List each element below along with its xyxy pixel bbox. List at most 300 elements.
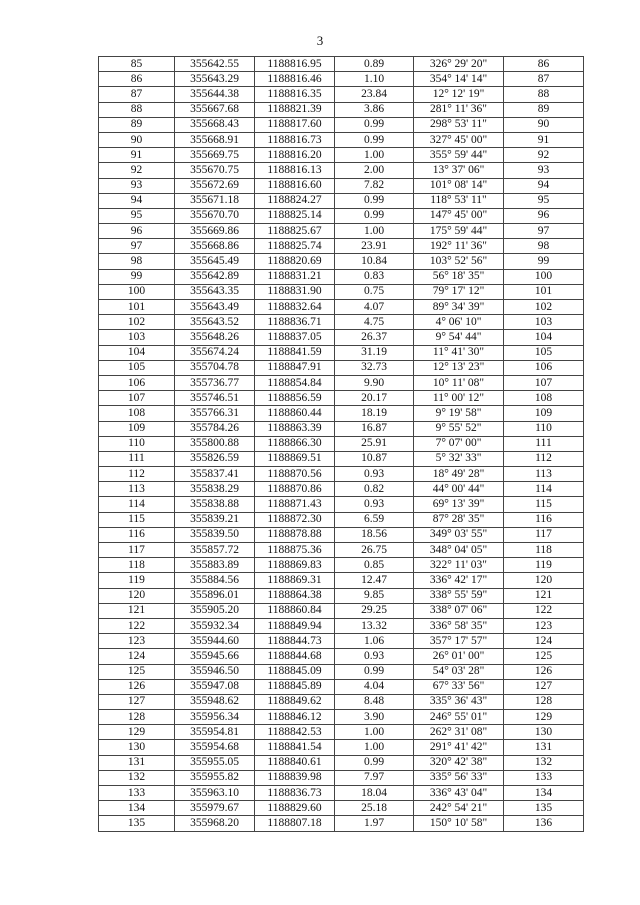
next-point-cell: 130 <box>504 725 584 740</box>
bearing-cell: 246° 55' 01" <box>414 710 504 725</box>
next-point-cell: 113 <box>504 467 584 482</box>
y-coordinate-cell: 1188836.71 <box>255 315 335 330</box>
distance-cell: 4.04 <box>335 679 414 694</box>
y-coordinate-cell: 1188860.44 <box>255 406 335 421</box>
distance-cell: 0.99 <box>335 132 414 147</box>
distance-cell: 0.99 <box>335 193 414 208</box>
next-point-cell: 116 <box>504 512 584 527</box>
point-number-cell: 117 <box>99 543 175 558</box>
bearing-cell: 103° 52' 56" <box>414 254 504 269</box>
table-row <box>99 72 584 87</box>
table-row <box>99 801 584 816</box>
distance-cell: 0.89 <box>335 57 414 72</box>
y-coordinate-cell: 1188840.61 <box>255 755 335 770</box>
next-point-cell: 89 <box>504 102 584 117</box>
bearing-cell: 320° 42' 38" <box>414 755 504 770</box>
bearing-cell: 44° 00' 44" <box>414 482 504 497</box>
bearing-cell: 9° 54' 44" <box>414 330 504 345</box>
point-number-cell: 105 <box>99 360 175 375</box>
bearing-cell: 291° 41' 42" <box>414 740 504 755</box>
x-coordinate-cell: 355672.69 <box>175 178 255 193</box>
table-row <box>99 132 584 147</box>
distance-cell: 3.90 <box>335 710 414 725</box>
x-coordinate-cell: 355947.08 <box>175 679 255 694</box>
next-point-cell: 109 <box>504 406 584 421</box>
next-point-cell: 122 <box>504 603 584 618</box>
bearing-cell: 9° 55' 52" <box>414 421 504 436</box>
x-coordinate-cell: 355644.38 <box>175 87 255 102</box>
distance-cell: 0.99 <box>335 117 414 132</box>
x-coordinate-cell: 355838.29 <box>175 482 255 497</box>
point-number-cell: 96 <box>99 224 175 239</box>
table-row <box>99 664 584 679</box>
y-coordinate-cell: 1188825.74 <box>255 239 335 254</box>
table-row <box>99 87 584 102</box>
next-point-cell: 90 <box>504 117 584 132</box>
table-row <box>99 786 584 801</box>
y-coordinate-cell: 1188845.89 <box>255 679 335 694</box>
x-coordinate-cell: 355669.75 <box>175 148 255 163</box>
bearing-cell: 10° 11' 08" <box>414 375 504 390</box>
next-point-cell: 119 <box>504 558 584 573</box>
table-row <box>99 193 584 208</box>
y-coordinate-cell: 1188849.62 <box>255 694 335 709</box>
distance-cell: 23.91 <box>335 239 414 254</box>
y-coordinate-cell: 1188837.05 <box>255 330 335 345</box>
point-number-cell: 135 <box>99 816 175 831</box>
point-number-cell: 101 <box>99 300 175 315</box>
table-row <box>99 679 584 694</box>
bearing-cell: 79° 17' 12" <box>414 284 504 299</box>
y-coordinate-cell: 1188856.59 <box>255 391 335 406</box>
point-number-cell: 111 <box>99 451 175 466</box>
next-point-cell: 105 <box>504 345 584 360</box>
distance-cell: 1.00 <box>335 740 414 755</box>
next-point-cell: 107 <box>504 375 584 390</box>
next-point-cell: 128 <box>504 694 584 709</box>
point-number-cell: 134 <box>99 801 175 816</box>
x-coordinate-cell: 355642.55 <box>175 57 255 72</box>
point-number-cell: 106 <box>99 375 175 390</box>
table-row <box>99 406 584 421</box>
bearing-cell: 89° 34' 39" <box>414 300 504 315</box>
x-coordinate-cell: 355884.56 <box>175 573 255 588</box>
point-number-cell: 89 <box>99 117 175 132</box>
table-row <box>99 57 584 72</box>
x-coordinate-cell: 355668.43 <box>175 117 255 132</box>
distance-cell: 18.19 <box>335 406 414 421</box>
next-point-cell: 111 <box>504 436 584 451</box>
x-coordinate-cell: 355642.89 <box>175 269 255 284</box>
point-number-cell: 112 <box>99 467 175 482</box>
table-row <box>99 300 584 315</box>
table-row <box>99 816 584 831</box>
distance-cell: 0.99 <box>335 664 414 679</box>
bearing-cell: 357° 17' 57" <box>414 634 504 649</box>
table-row <box>99 345 584 360</box>
x-coordinate-cell: 355954.68 <box>175 740 255 755</box>
next-point-cell: 129 <box>504 710 584 725</box>
bearing-cell: 13° 37' 06" <box>414 163 504 178</box>
x-coordinate-cell: 355668.86 <box>175 239 255 254</box>
table-row <box>99 102 584 117</box>
next-point-cell: 93 <box>504 163 584 178</box>
table-row <box>99 649 584 664</box>
bearing-cell: 5° 32' 33" <box>414 451 504 466</box>
x-coordinate-cell: 355839.21 <box>175 512 255 527</box>
distance-cell: 4.75 <box>335 315 414 330</box>
next-point-cell: 118 <box>504 543 584 558</box>
distance-cell: 9.90 <box>335 375 414 390</box>
next-point-cell: 95 <box>504 193 584 208</box>
point-number-cell: 123 <box>99 634 175 649</box>
distance-cell: 0.99 <box>335 208 414 223</box>
distance-cell: 0.93 <box>335 467 414 482</box>
distance-cell: 0.82 <box>335 482 414 497</box>
distance-cell: 16.87 <box>335 421 414 436</box>
y-coordinate-cell: 1188854.84 <box>255 375 335 390</box>
point-number-cell: 90 <box>99 132 175 147</box>
next-point-cell: 134 <box>504 786 584 801</box>
x-coordinate-cell: 355945.66 <box>175 649 255 664</box>
y-coordinate-cell: 1188847.91 <box>255 360 335 375</box>
distance-cell: 25.18 <box>335 801 414 816</box>
table-row <box>99 421 584 436</box>
table-row <box>99 330 584 345</box>
bearing-cell: 4° 06' 10" <box>414 315 504 330</box>
table-row <box>99 117 584 132</box>
point-number-cell: 121 <box>99 603 175 618</box>
point-number-cell: 103 <box>99 330 175 345</box>
bearing-cell: 322° 11' 03" <box>414 558 504 573</box>
point-number-cell: 93 <box>99 178 175 193</box>
y-coordinate-cell: 1188821.39 <box>255 102 335 117</box>
x-coordinate-cell: 355670.70 <box>175 208 255 223</box>
table-row <box>99 436 584 451</box>
bearing-cell: 147° 45' 00" <box>414 208 504 223</box>
table-row <box>99 543 584 558</box>
next-point-cell: 88 <box>504 87 584 102</box>
point-number-cell: 109 <box>99 421 175 436</box>
bearing-cell: 67° 33' 56" <box>414 679 504 694</box>
y-coordinate-cell: 1188842.53 <box>255 725 335 740</box>
x-coordinate-cell: 355648.26 <box>175 330 255 345</box>
point-number-cell: 116 <box>99 527 175 542</box>
distance-cell: 29.25 <box>335 603 414 618</box>
bearing-cell: 87° 28' 35" <box>414 512 504 527</box>
bearing-cell: 327° 45' 00" <box>414 132 504 147</box>
bearing-cell: 336° 58' 35" <box>414 618 504 633</box>
distance-cell: 26.37 <box>335 330 414 345</box>
y-coordinate-cell: 1188870.56 <box>255 467 335 482</box>
x-coordinate-cell: 355954.81 <box>175 725 255 740</box>
bearing-cell: 348° 04' 05" <box>414 543 504 558</box>
bearing-cell: 242° 54' 21" <box>414 801 504 816</box>
bearing-cell: 192° 11' 36" <box>414 239 504 254</box>
distance-cell: 20.17 <box>335 391 414 406</box>
table-row <box>99 178 584 193</box>
x-coordinate-cell: 355838.88 <box>175 497 255 512</box>
y-coordinate-cell: 1188844.73 <box>255 634 335 649</box>
x-coordinate-cell: 355826.59 <box>175 451 255 466</box>
distance-cell: 18.56 <box>335 527 414 542</box>
x-coordinate-cell: 355932.34 <box>175 618 255 633</box>
point-number-cell: 132 <box>99 770 175 785</box>
y-coordinate-cell: 1188825.14 <box>255 208 335 223</box>
bearing-cell: 349° 03' 55" <box>414 527 504 542</box>
bearing-cell: 338° 07' 06" <box>414 603 504 618</box>
coordinates-table <box>98 56 584 832</box>
x-coordinate-cell: 355704.78 <box>175 360 255 375</box>
point-number-cell: 133 <box>99 786 175 801</box>
x-coordinate-cell: 355837.41 <box>175 467 255 482</box>
table-row <box>99 694 584 709</box>
distance-cell: 1.00 <box>335 148 414 163</box>
x-coordinate-cell: 355668.91 <box>175 132 255 147</box>
bearing-cell: 355° 59' 44" <box>414 148 504 163</box>
x-coordinate-cell: 355746.51 <box>175 391 255 406</box>
y-coordinate-cell: 1188872.30 <box>255 512 335 527</box>
y-coordinate-cell: 1188869.31 <box>255 573 335 588</box>
table-row <box>99 603 584 618</box>
next-point-cell: 110 <box>504 421 584 436</box>
distance-cell: 3.86 <box>335 102 414 117</box>
table-row <box>99 148 584 163</box>
distance-cell: 23.84 <box>335 87 414 102</box>
point-number-cell: 131 <box>99 755 175 770</box>
bearing-cell: 11° 41' 30" <box>414 345 504 360</box>
distance-cell: 13.32 <box>335 618 414 633</box>
page-number: 3 <box>316 33 324 48</box>
x-coordinate-cell: 355674.24 <box>175 345 255 360</box>
table-row <box>99 770 584 785</box>
table-row <box>99 375 584 390</box>
point-number-cell: 118 <box>99 558 175 573</box>
point-number-cell: 110 <box>99 436 175 451</box>
next-point-cell: 117 <box>504 527 584 542</box>
x-coordinate-cell: 355643.29 <box>175 72 255 87</box>
point-number-cell: 98 <box>99 254 175 269</box>
x-coordinate-cell: 355955.05 <box>175 755 255 770</box>
next-point-cell: 99 <box>504 254 584 269</box>
y-coordinate-cell: 1188832.64 <box>255 300 335 315</box>
y-coordinate-cell: 1188841.59 <box>255 345 335 360</box>
x-coordinate-cell: 355883.89 <box>175 558 255 573</box>
distance-cell: 9.85 <box>335 588 414 603</box>
next-point-cell: 126 <box>504 664 584 679</box>
y-coordinate-cell: 1188816.46 <box>255 72 335 87</box>
point-number-cell: 86 <box>99 72 175 87</box>
next-point-cell: 132 <box>504 755 584 770</box>
bearing-cell: 18° 49' 28" <box>414 467 504 482</box>
table-row <box>99 755 584 770</box>
distance-cell: 1.10 <box>335 72 414 87</box>
point-number-cell: 100 <box>99 284 175 299</box>
x-coordinate-cell: 355963.10 <box>175 786 255 801</box>
x-coordinate-cell: 355671.18 <box>175 193 255 208</box>
next-point-cell: 114 <box>504 482 584 497</box>
point-number-cell: 88 <box>99 102 175 117</box>
bearing-cell: 354° 14' 14" <box>414 72 504 87</box>
bearing-cell: 118° 53' 11" <box>414 193 504 208</box>
distance-cell: 7.82 <box>335 178 414 193</box>
distance-cell: 1.00 <box>335 224 414 239</box>
next-point-cell: 108 <box>504 391 584 406</box>
y-coordinate-cell: 1188845.09 <box>255 664 335 679</box>
table-row <box>99 315 584 330</box>
y-coordinate-cell: 1188860.84 <box>255 603 335 618</box>
table-row <box>99 224 584 239</box>
next-point-cell: 96 <box>504 208 584 223</box>
point-number-cell: 91 <box>99 148 175 163</box>
point-number-cell: 85 <box>99 57 175 72</box>
y-coordinate-cell: 1188816.13 <box>255 163 335 178</box>
table-row <box>99 482 584 497</box>
distance-cell: 32.73 <box>335 360 414 375</box>
table-row <box>99 512 584 527</box>
distance-cell: 8.48 <box>335 694 414 709</box>
y-coordinate-cell: 1188831.90 <box>255 284 335 299</box>
y-coordinate-cell: 1188816.73 <box>255 132 335 147</box>
next-point-cell: 101 <box>504 284 584 299</box>
y-coordinate-cell: 1188871.43 <box>255 497 335 512</box>
bearing-cell: 56° 18' 35" <box>414 269 504 284</box>
distance-cell: 0.75 <box>335 284 414 299</box>
point-number-cell: 127 <box>99 694 175 709</box>
next-point-cell: 97 <box>504 224 584 239</box>
x-coordinate-cell: 355645.49 <box>175 254 255 269</box>
next-point-cell: 131 <box>504 740 584 755</box>
table-row <box>99 527 584 542</box>
bearing-cell: 7° 07' 00" <box>414 436 504 451</box>
distance-cell: 10.84 <box>335 254 414 269</box>
y-coordinate-cell: 1188844.68 <box>255 649 335 664</box>
distance-cell: 7.97 <box>335 770 414 785</box>
y-coordinate-cell: 1188829.60 <box>255 801 335 816</box>
bearing-cell: 336° 42' 17" <box>414 573 504 588</box>
bearing-cell: 11° 00' 12" <box>414 391 504 406</box>
bearing-cell: 54° 03' 28" <box>414 664 504 679</box>
x-coordinate-cell: 355643.52 <box>175 315 255 330</box>
table-row <box>99 588 584 603</box>
y-coordinate-cell: 1188864.38 <box>255 588 335 603</box>
point-number-cell: 108 <box>99 406 175 421</box>
point-number-cell: 92 <box>99 163 175 178</box>
x-coordinate-cell: 355979.67 <box>175 801 255 816</box>
point-number-cell: 126 <box>99 679 175 694</box>
next-point-cell: 136 <box>504 816 584 831</box>
next-point-cell: 112 <box>504 451 584 466</box>
point-number-cell: 102 <box>99 315 175 330</box>
x-coordinate-cell: 355784.26 <box>175 421 255 436</box>
next-point-cell: 135 <box>504 801 584 816</box>
distance-cell: 1.97 <box>335 816 414 831</box>
point-number-cell: 107 <box>99 391 175 406</box>
y-coordinate-cell: 1188807.18 <box>255 816 335 831</box>
table-row <box>99 208 584 223</box>
table-row <box>99 451 584 466</box>
point-number-cell: 130 <box>99 740 175 755</box>
table-row <box>99 284 584 299</box>
y-coordinate-cell: 1188869.51 <box>255 451 335 466</box>
bearing-cell: 12° 13' 23" <box>414 360 504 375</box>
y-coordinate-cell: 1188875.36 <box>255 543 335 558</box>
next-point-cell: 127 <box>504 679 584 694</box>
next-point-cell: 115 <box>504 497 584 512</box>
next-point-cell: 87 <box>504 72 584 87</box>
x-coordinate-cell: 355643.49 <box>175 300 255 315</box>
y-coordinate-cell: 1188841.54 <box>255 740 335 755</box>
y-coordinate-cell: 1188816.95 <box>255 57 335 72</box>
next-point-cell: 94 <box>504 178 584 193</box>
y-coordinate-cell: 1188849.94 <box>255 618 335 633</box>
table-row <box>99 467 584 482</box>
table-row <box>99 740 584 755</box>
next-point-cell: 92 <box>504 148 584 163</box>
y-coordinate-cell: 1188870.86 <box>255 482 335 497</box>
next-point-cell: 123 <box>504 618 584 633</box>
next-point-cell: 125 <box>504 649 584 664</box>
x-coordinate-cell: 355857.72 <box>175 543 255 558</box>
table-row <box>99 634 584 649</box>
point-number-cell: 94 <box>99 193 175 208</box>
distance-cell: 1.06 <box>335 634 414 649</box>
distance-cell: 2.00 <box>335 163 414 178</box>
table-row <box>99 163 584 178</box>
table-row <box>99 618 584 633</box>
y-coordinate-cell: 1188816.20 <box>255 148 335 163</box>
bearing-cell: 335° 56' 33" <box>414 770 504 785</box>
y-coordinate-cell: 1188831.21 <box>255 269 335 284</box>
y-coordinate-cell: 1188824.27 <box>255 193 335 208</box>
next-point-cell: 98 <box>504 239 584 254</box>
distance-cell: 26.75 <box>335 543 414 558</box>
point-number-cell: 114 <box>99 497 175 512</box>
x-coordinate-cell: 355905.20 <box>175 603 255 618</box>
table-row <box>99 239 584 254</box>
bearing-cell: 338° 55' 59" <box>414 588 504 603</box>
table-row <box>99 391 584 406</box>
x-coordinate-cell: 355896.01 <box>175 588 255 603</box>
point-number-cell: 115 <box>99 512 175 527</box>
point-number-cell: 124 <box>99 649 175 664</box>
distance-cell: 25.91 <box>335 436 414 451</box>
distance-cell: 0.93 <box>335 497 414 512</box>
table-row <box>99 558 584 573</box>
bearing-cell: 335° 36' 43" <box>414 694 504 709</box>
x-coordinate-cell: 355670.75 <box>175 163 255 178</box>
y-coordinate-cell: 1188839.98 <box>255 770 335 785</box>
table-row <box>99 254 584 269</box>
next-point-cell: 91 <box>504 132 584 147</box>
point-number-cell: 120 <box>99 588 175 603</box>
point-number-cell: 99 <box>99 269 175 284</box>
point-number-cell: 122 <box>99 618 175 633</box>
next-point-cell: 133 <box>504 770 584 785</box>
table-row <box>99 360 584 375</box>
x-coordinate-cell: 355839.50 <box>175 527 255 542</box>
y-coordinate-cell: 1188820.69 <box>255 254 335 269</box>
point-number-cell: 95 <box>99 208 175 223</box>
bearing-cell: 150° 10' 58" <box>414 816 504 831</box>
distance-cell: 4.07 <box>335 300 414 315</box>
x-coordinate-cell: 355800.88 <box>175 436 255 451</box>
distance-cell: 31.19 <box>335 345 414 360</box>
x-coordinate-cell: 355948.62 <box>175 694 255 709</box>
bearing-cell: 336° 43' 04" <box>414 786 504 801</box>
y-coordinate-cell: 1188816.60 <box>255 178 335 193</box>
point-number-cell: 104 <box>99 345 175 360</box>
